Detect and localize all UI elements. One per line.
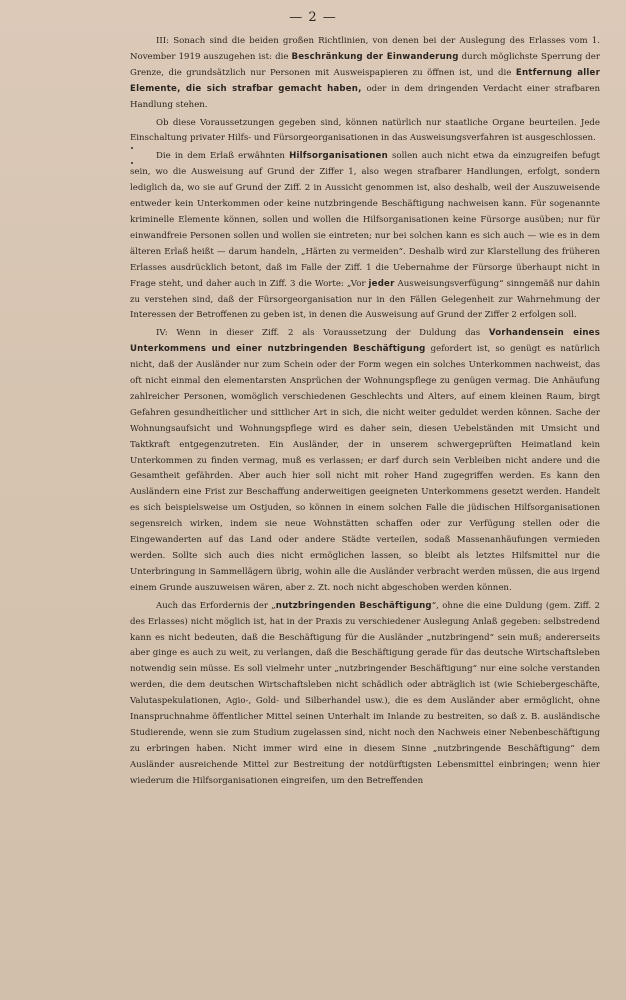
paragraph-nutzbringende-beschaeftigung xyxy=(130,599,600,790)
text-run: sollen auch nicht etwa da einzugreifen befugt sein, wo die Ausweisung auf Grund der Ziffer 1, also wegen strafbarer Handlungen, erfolgt, sondern lediglich da, wo sie auf Grund der Ziff. 2 in Aussicht genommen ist, also deshalb, weil der Auszuweisende entweder kein Unterkommen oder keine nutzbringende Beschäftigung nachweisen kann. Für sogenannte kriminelle Elemente können, sollen und wollen die Hilfsorganisationen keine Fürsorge ausüben; nur für einwandfreie Personen sollen und wollen sie eintreten; nur bei solchen kann es sich auch — wie es in dem älteren Erlaß heißt — darum handeln, „Härten zu vermeiden“. Deshalb wird zur Klarstellung des früheren Erlasses ausdrücklich betont, daß im Falle der Ziff. 1 die Uebernahme der Fürsorge überhaupt nicht in Frage steht, und daher auch in Ziff. 3 die Worte: „Vor xyxy=(130,151,600,289)
text-run: gefordert ist, so genügt es natürlich nicht, daß der Ausländer nur zum Schein oder der Form wegen ein solches Unterkommen nachweist, das oft nicht einmal den elementarsten Ansprüchen der Wohnungspflege zu genügen vermag. Die Anhäufung zahlreicher Personen, womöglich verschiedenen Geschlechts und Alters, auf einem kleinen Raum, birgt Gefahren gesundheitlicher und sittlicher Art in sich, die nicht weiter geduldet werden können. Sache der Wohnungsaufsicht und Wohnungspflege wird es daher sein, diesen Uebelständen mit Umsicht und Taktkraft entgegenzutreten. Ein Ausländer, der in unserem schwergeprüften Heimatland kein Unterkommen zu finden vermag, muß es verlassen; er darf durch sein Verbleiben nicht andere und die Gesamtheit gefährden. Aber auch hier soll nicht mit roher Hand zugegriffen werden. Es kann den Ausländern eine Frist zur Beschaffung anderweitigen geeigneten Unterkommens gesetzt werden. Handelt es sich beispielsweise um Ostjuden, so können in einem solchen Falle die jüdischen Hilfsorganisationen segensreich wirken, indem sie neue Wohnstätten schaffen oder zur Verfügung stellen oder die Eingewanderten auf das Land oder andere Städte verteilen, sodaß Massenanhäufungen vermieden werden. Sollte sich auch dies nicht ermöglichen lassen, so bleibt als letztes Hilfsmittel nur die Unterbringung in Sammellägern übrig, wohin alle die Ausländer verbracht werden müssen, die aus irgend einem Grunde auszuweisen wären, aber z. Zt. noch nicht abgeschoben werden können. xyxy=(130,344,600,593)
margin-ink-dot xyxy=(131,147,133,149)
text-run: durch möglichste Sperrung der Grenze, die grundsätzlich nur Personen mit Ausweispapieren zu öffnen ist, und die xyxy=(130,51,600,78)
paragraph-III xyxy=(130,34,600,114)
margin-ink-dot xyxy=(131,162,133,164)
text-run: “, ohne die eine Duldung (gem. Ziff. 2 des Erlasses) nicht möglich ist, hat in der Praxis zu verschiedener Auslegung Anlaß gegeben: selbstredend kann es nicht bedeuten, daß die Beschäftigung für die Ausländer „nutzbringend“ sein muß; andererseits aber ginge es auch zu weit, zu verlangen, daß die Beschäftigung gerade für das deutsche Wirtschaftsleben notwendig sein müsse. Es soll vielmehr unter „nutzbringender Beschäftigung“ nur eine solche verstanden werden, die dem deutschen Wirtschaftsleben nicht schädlich oder abträglich ist (wie Schiebergeschäfte, Valutaspekulationen, Agio-, Gold- und Silberhandel usw.), die es dem Ausländer aber ermöglicht, ohne Inanspruchnahme öffentlicher Mittel seinen Unterhalt im Inlande zu bestreiten, so daß z. B. ausländische Studierende, wenn sie zum Studium zugelassen sind, nicht noch den Nachweis einer Nebenbeschäftigung zu erbringen haben. Nicht immer wird eine in diesem Sinne „nutzbringende Beschäftigung“ dem Ausländer ausreichende Mittel zur Bestreitung der notdürftigsten Lebensmittel einbringen; wenn hier wiederum die Hilfsorganisationen eingreifen, um den Betreffenden xyxy=(130,600,600,786)
emphasized-text: Hilfsorganisationen xyxy=(289,151,388,162)
text-run: IV: Wenn in dieser Ziff. 2 als Voraussetzung der Duldung das xyxy=(156,328,489,339)
body-text xyxy=(130,34,600,790)
text-run: Ob diese Voraussetzungen gegeben sind, können natürlich nur staatliche Organe beurteilen. Jede Einschaltung privater Hilfs- und Fürsorgeorganisationen in das Ausweisungsverfahren ist ausgeschlossen. xyxy=(130,117,600,144)
text-run: Die in dem Erlaß erwähnten xyxy=(156,151,290,162)
emphasized-text: Entfernung aller Elemente, die sich strafbar gemacht haben, xyxy=(130,67,601,94)
text-run: Ausweisungsverfügung“ sinngemäß nur dahin zu verstehen sind, daß der Fürsorgeorganisation nur in den Fällen Gelegenheit zur Wahrnehmung der Interessen der Betroffenen zu geben ist, in denen die Ausweisung auf Grund der Ziffer 2 erfolgen soll. xyxy=(130,278,600,321)
emphasized-text: nutzbringenden Beschäftigung xyxy=(275,600,432,611)
page-number: — 2 — xyxy=(289,10,337,25)
emphasized-text: Beschränkung der Einwanderung xyxy=(291,51,459,62)
emphasized-text: Vorhandensein eines Unterkommens und einer nutzbringenden Beschäftigung xyxy=(130,328,601,355)
text-run: oder in dem dringenden Verdacht einer strafbaren Handlung stehen. xyxy=(130,83,601,110)
text-run: III: Sonach sind die beiden großen Richtlinien, von denen bei der Auslegung des Erlasses vom 1. November 1919 auszugehen ist: die xyxy=(130,36,600,62)
paragraph-ob-diese xyxy=(130,116,600,148)
paragraph-hilfsorganisationen xyxy=(130,149,600,324)
paragraph-IV xyxy=(130,326,600,596)
emphasized-text: jeder xyxy=(368,278,395,289)
text-run: Auch das Erfordernis der „ xyxy=(156,600,276,611)
